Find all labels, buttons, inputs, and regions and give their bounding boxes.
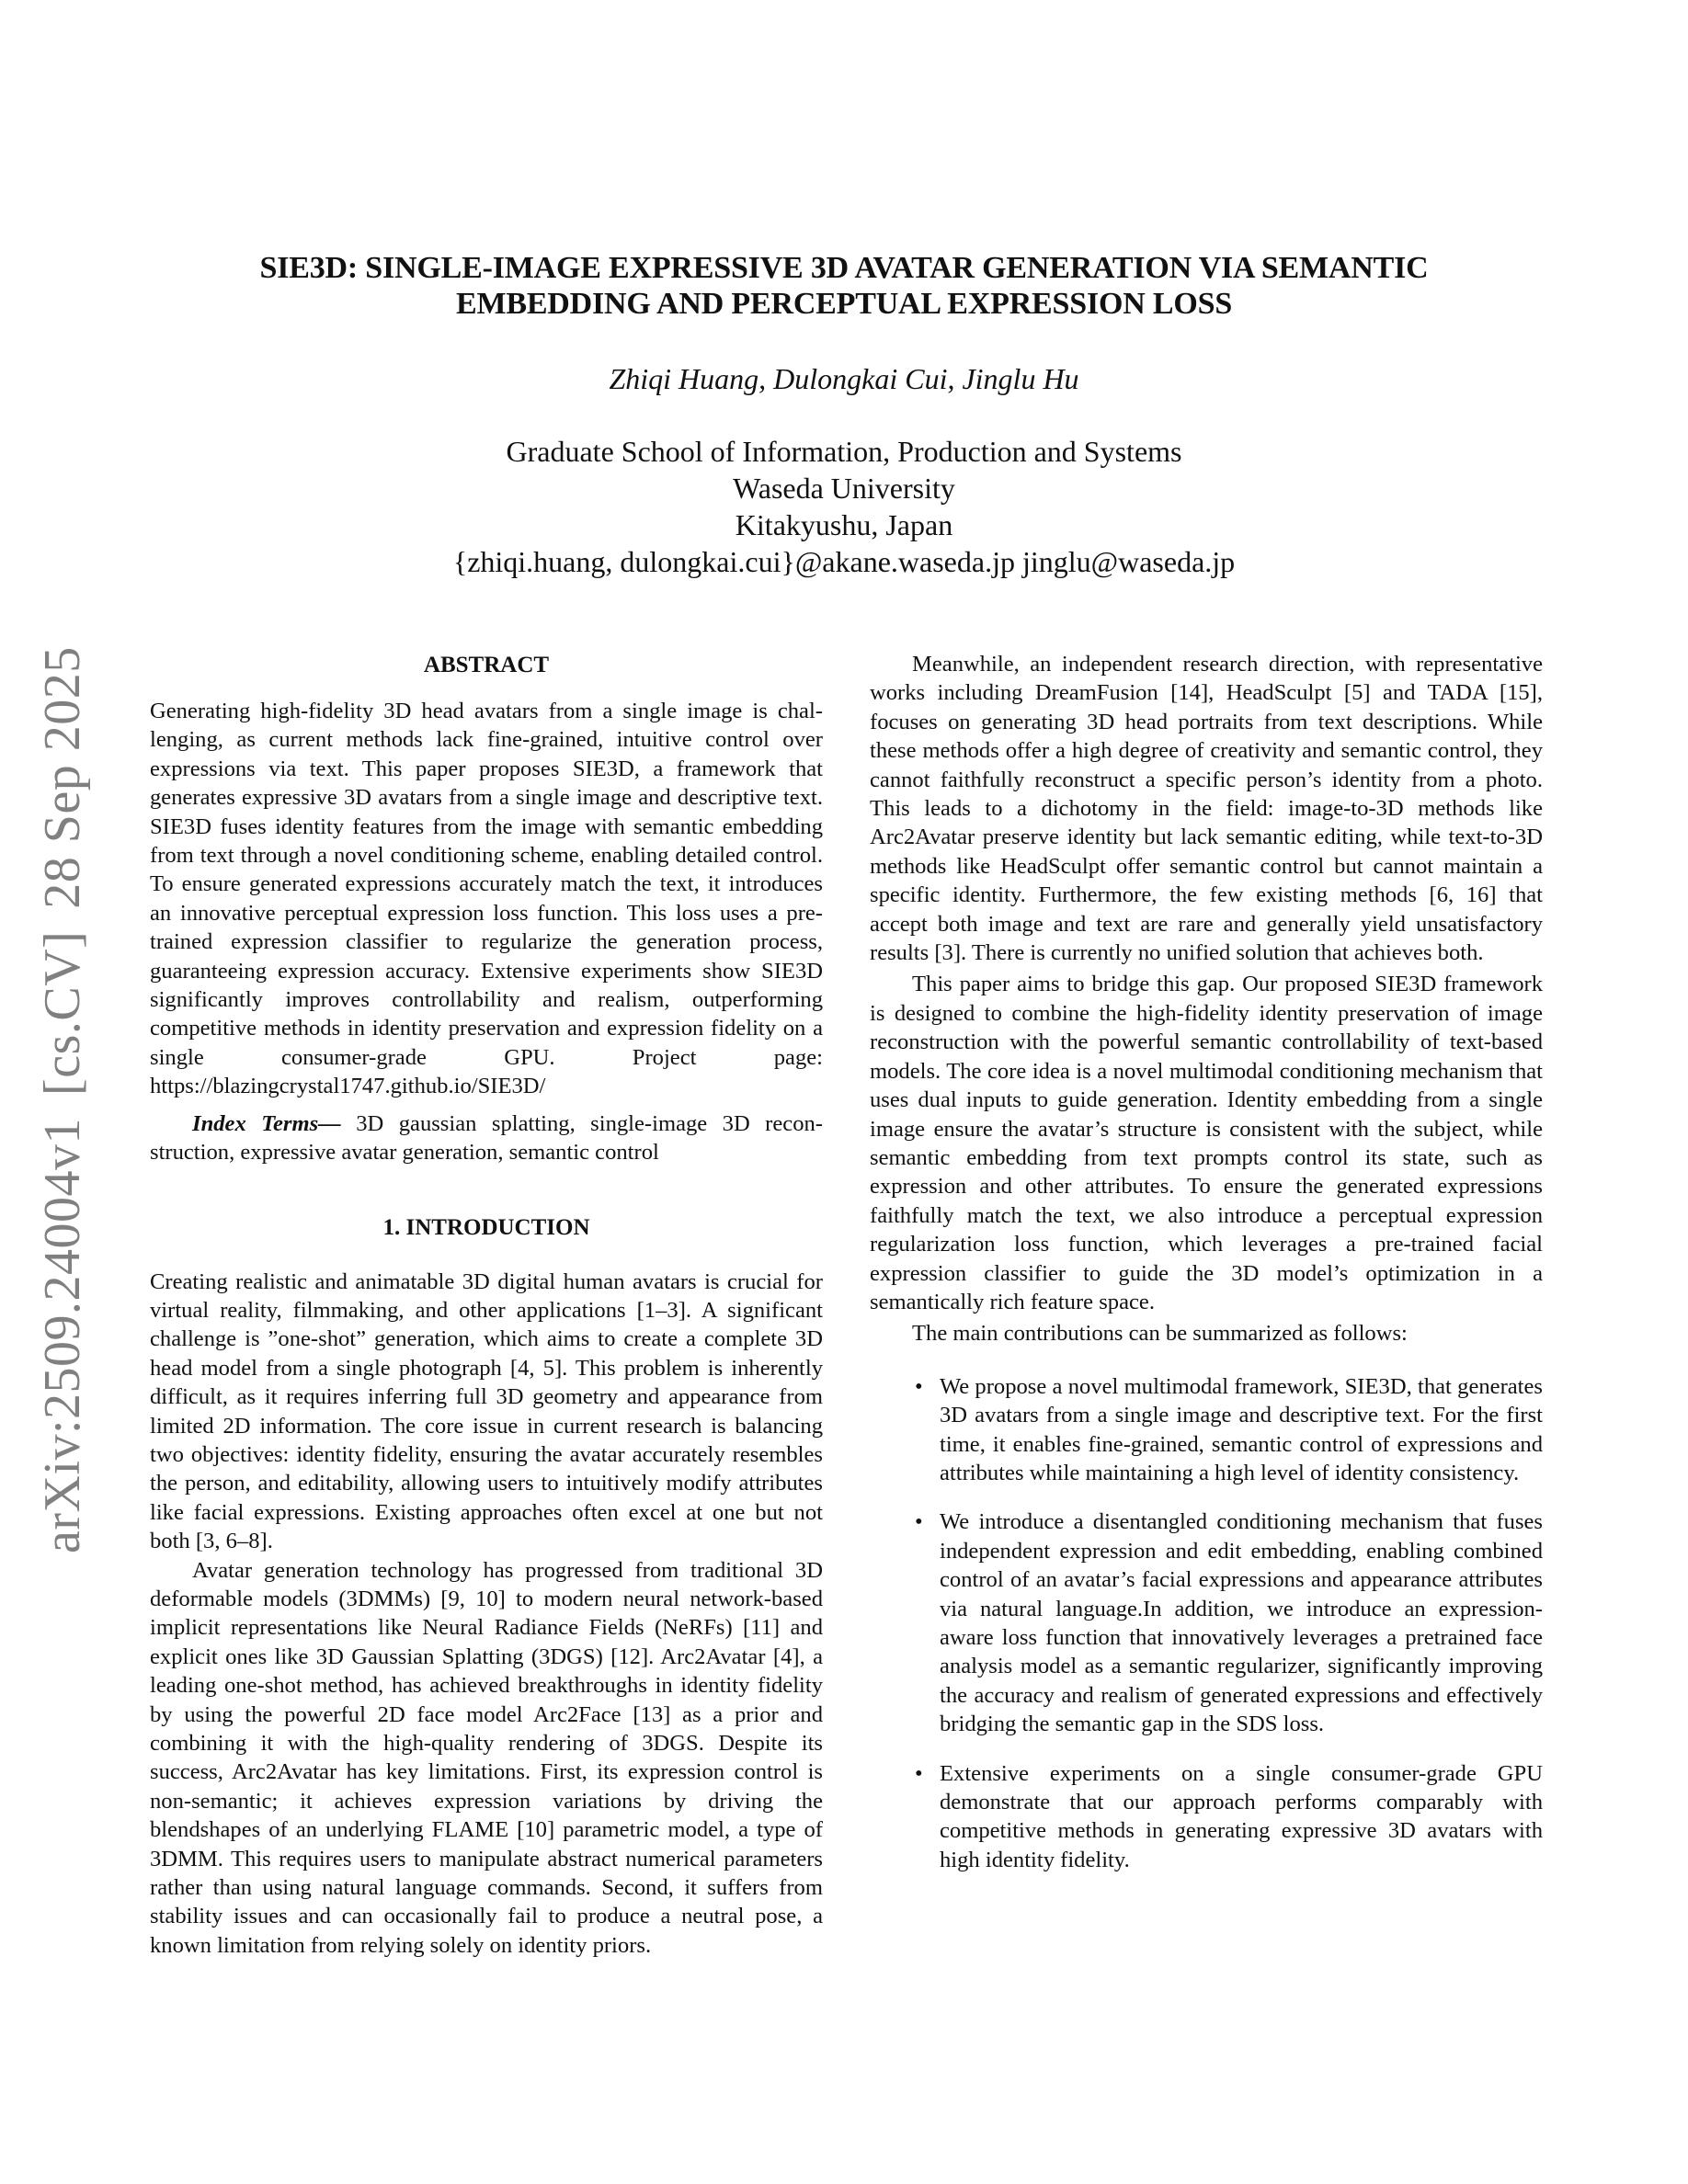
affiliation-university: Waseda University xyxy=(733,472,955,505)
bullet-icon: • xyxy=(915,1509,923,1535)
index-terms-text: 3D gaussian splatting, single-image 3D reconstruction, expressive avatar generation, semantic control xyxy=(150,1110,823,1166)
bullet-icon: • xyxy=(915,1373,923,1399)
title-line-1: SIE3D: SINGLE-IMAGE EXPRESSIVE 3D AVATAR GENERATION VIA SEMANTIC xyxy=(259,251,1429,285)
right-column xyxy=(870,650,1543,1874)
intro-paragraph-2: Avatar generation technology has progressed from traditional 3D deformable models (3DMMs) [9, 10] to modern neural network-based implicit representations like Neural Radiance Fields (NeRFs) [11] and explicit ones like 3D Gaussian Splatting (3DGS) [12]. Arc2Avatar [4], a leading one-shot method, has achieved breakthroughs in identity fidelity by using the powerful 2D face model Arc2Face [13] as a prior and combining it with the high-quality rendering of 3DGS. Despite its success, Arc2Avatar has key limitations. First, its expression control is non-semantic; it achieves expression variations by driving the blendshapes of an underlying FLAME [10] parametric model, a type of 3DMM. This requires users to manipulate abstract numerical parameters rather than using natural language commands. Second, it suffers from stability issues and can occasionally fail to produce a neutral pose, a known limitation from relying solely on identity priors. xyxy=(150,1557,823,1958)
index-terms-label: Index Terms— xyxy=(192,1110,341,1136)
title-line-2: EMBEDDING AND PERCEPTUAL EXPRESSION LOSS xyxy=(455,287,1233,321)
affiliation-emails: {zhiqi.huang, dulongkai.cui}@akane.waseda.jp jinglu@waseda.jp xyxy=(452,545,1236,578)
index-terms xyxy=(150,1109,823,1167)
arxiv-stamp xyxy=(33,624,92,1553)
contributions-list xyxy=(870,1372,1543,1875)
bullet-icon: • xyxy=(915,1760,923,1786)
arxiv-date: 28 Sep 2025 xyxy=(34,646,91,909)
contributions-intro: The main contributions can be summarized as follows: xyxy=(912,1321,1408,1347)
intro-paragraph-4: This paper aims to bridge this gap. Our proposed SIE3D framework is designed to combine the high-fidelity identity preservation of image reconstruction with the powerful semantic controllability of text-based models. The core idea is a novel multimodal conditioning mechanism that uses dual inputs to guide generation. Identity embedding from a single image ensure the avatar’s structure is consistent with the subject, while semantic embedding from text prompts control its state, such as expression and other attributes. To ensure the generated expressions faithfully match the text, we also introduce a perceptual expression regularization loss function, which leverages a pre-trained facial expression classifier to guide the 3D model’s optimization in a semantically rich feature space. xyxy=(870,972,1543,1314)
contribution-item xyxy=(870,1372,1543,1488)
abstract-text: Generating high-fidelity 3D head avatars from a single image is challenging, as current methods lack fine-grained, intuitive control over expressions via text. This paper proposes SIE3D, a framework that generates expressive 3D avatars from a single image and descriptive text. SIE3D fuses identity features from the image with semantic embedding from text through a novel conditioning scheme, enabling detailed control. To ensure generated expressions accurately match the text, it introduces an innovative perceptual expression loss function. This loss uses a pre-trained expression classifier to regularize the generation process, guaranteeing expression accuracy. Extensive experiments show SIE3D significantly improves controllability and realism, outperforming competitive methods in identity preservation and expression fidelity on a single consumer-grade GPU. Project page: https://blazingcrystal1747.github.io/SIE3D/ xyxy=(150,699,823,1099)
paper-title xyxy=(138,250,1550,322)
contribution-item xyxy=(870,1507,1543,1738)
introduction-heading: 1. INTRODUCTION xyxy=(382,1214,590,1240)
left-column xyxy=(150,651,823,1960)
author-list: Zhiqi Huang, Dulongkai Cui, Jinglu Hu xyxy=(609,362,1079,395)
affiliation-location: Kitakyushu, Japan xyxy=(735,508,953,541)
intro-paragraph-3: Meanwhile, an independent research direction, with representative works including DreamFusion [14], HeadSculpt [5] and TADA [15], focuses on generating 3D head portraits from text descriptions. While these methods offer a high degree of creativity and semantic control, they cannot faithfully reconstruct a specific person’s identity from a photo. This leads to a dichotomy in the field: image-to-3D methods like Arc2Avatar preserve identity but lack semantic editing, while text-to-3D methods like HeadSculpt offer semantic control but cannot maintain a specific identity. Furthermore, the few existing methods [6, 16] that accept both image and text are rare and generally yield unsatisfactory results [3]. There is currently no unified solution that achieves both. xyxy=(870,652,1543,966)
abstract-heading: ABSTRACT xyxy=(423,653,550,677)
contribution-text: Extensive experiments on a single consumer-grade GPU demonstrate that our approach performs comparably with competitive methods in generating expressive 3D avatars with high identity fidelity. xyxy=(940,1760,1543,1872)
intro-paragraph-1: Creating realistic and animatable 3D digital human avatars is crucial for virtual reality, filmmaking, and other applications [1–3]. A significant challenge is ”one-shot” generation, which aims to create a complete 3D head model from a single photograph [4, 5]. This problem is inherently difficult, as it requires inferring full 3D geometry and appearance from limited 2D information. The core issue in current research is balancing two objectives: identity fidelity, ensuring the avatar accurately resembles the person, and editability, allowing users to intuitively modify attributes like facial expressions. Existing approaches often excel at one but not both [3, 6–8]. xyxy=(150,1268,823,1554)
affiliation xyxy=(138,433,1550,580)
affiliation-school: Graduate School of Information, Production and Systems xyxy=(506,435,1182,468)
contribution-text: We propose a novel multimodal framework, SIE3D, that generates 3D avatars from a single image and descriptive text. For the first time, it enables fine-grained, semantic control of expressions and attributes while maintaining a high level of identity consistency. xyxy=(940,1373,1543,1485)
arxiv-id: arXiv:2509.24004v1 xyxy=(34,1117,91,1553)
arxiv-category: [cs.CV] xyxy=(34,930,91,1096)
contribution-item xyxy=(870,1759,1543,1875)
contribution-text: We introduce a disentangled conditioning mechanism that fuses independent expression and edit embedding, enabling combined control of an avatar’s facial expressions and appearance attributes via natural language.In addition, we introduce an expression-aware loss function that innovatively leverages a pretrained face analysis model as a semantic regularizer, significantly improving the accuracy and realism of generated expressions and effectively bridging the semantic gap in the SDS loss. xyxy=(940,1509,1543,1737)
